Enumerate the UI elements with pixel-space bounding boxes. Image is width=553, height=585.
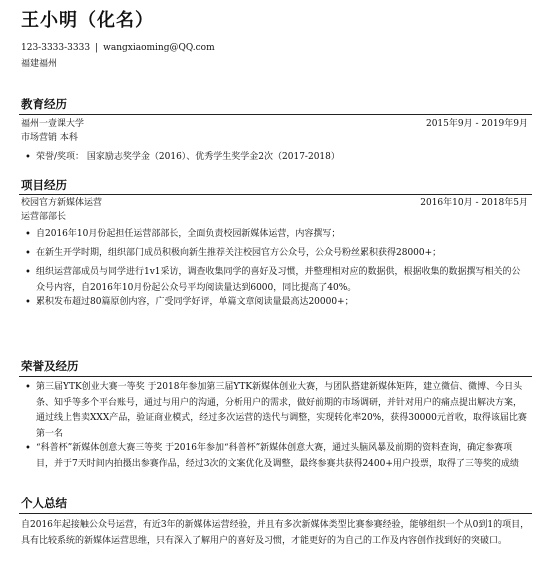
bullet-icon: • [25, 152, 31, 163]
education-section-title: 教育经历 [21, 97, 67, 111]
honors-section-title: 荣誉及经历 [21, 359, 79, 373]
summary-text: 自2016年起接触公众号运营，有近3年的新媒体运营经验，并且有多次新媒体类型比赛参赛经验，能够组织一个从0到1的项目，具有比较系统的新媒体运营思维，只有深入了解用户的喜好及习惯，才能更好的为自己的工作及内容创作找到好的突破口。 [21, 520, 530, 546]
project-bullet [21, 246, 528, 262]
phone-number: 123-3333-3333 [21, 43, 91, 53]
bullet-icon: • [25, 267, 31, 278]
contact-line [21, 43, 215, 54]
honors-item-text: “科普杯”新媒体创意大赛三等奖 于2016年参加“科普杯”新媒体创意大赛，通过头脑风暴及前期的资料查询，确定参赛项目，并于7天时间内拍摄出参赛作品，经过3次的文案优化及调整，最终参赛共获得2400+用户投票，取得了三等奖的成绩 [36, 443, 519, 469]
education-major: 市场营销 本科 [21, 133, 78, 143]
project-org: 校园官方新媒体运营 [21, 198, 103, 208]
projects-section-title: 项目经历 [21, 178, 67, 192]
bullet-icon: • [25, 229, 31, 240]
education-school-row [21, 119, 528, 130]
school-name: 福州一壹课大学 [21, 119, 85, 129]
education-honors-item [21, 150, 528, 166]
education-honors-text: 荣誉/奖项： 国家励志奖学金（2016）、优秀学生奖学金2次（2017-2018） [36, 152, 340, 162]
email-address: wangxiaoming@QQ.com [103, 43, 215, 53]
project-date: 2016年10月 - 2018年5月 [420, 198, 528, 208]
summary-section-title: 个人总结 [21, 496, 67, 510]
contact-separator: | [95, 43, 99, 53]
education-date: 2015年9月 - 2019年9月 [425, 119, 528, 129]
project-bullet-text: 累积发布超过80篇原创内容，广受同学好评，单篇文章阅读量最高达20000+； [36, 297, 354, 307]
honors-item [21, 380, 528, 442]
project-bullet [21, 265, 528, 296]
bullet-icon: • [25, 297, 31, 308]
honors-item-text: 第三届YTK创业大赛一等奖 于2018年参加第三届YTK新媒体创业大赛，与团队搭建新媒体矩阵，建立微信、微博、今日头条、知乎等多个平台账号，通过与用户的沟通，分析用户的需求，做好前期的市场调研，并针对用户的痛点提出解决方案，通过线上售卖XXX产品，验证商业模式，经过多次运营的迭代与调整，实现转化率20%，获得30000元首收，取得该届比赛第一名 [36, 382, 527, 439]
project-bullet-text: 组织运营部成员与同学进行1v1采访，调查收集同学的喜好及习惯，并整理相对应的数据供，根据收集的数据撰写相关的公众号内容，自2016年10月份起公众号平均阅读量达到6000，同比提高了40%。 [36, 267, 521, 293]
project-bullet-text: 在新生开学时期，组织部门成员积极向新生推荐关注校园官方公众号，公众号粉丝累积获得28000+； [36, 248, 442, 258]
summary-divider [19, 513, 532, 514]
project-bullet-text: 自2016年10月份起担任运营部部长，全面负责校园新媒体运营，内容撰写； [36, 229, 341, 239]
honors-divider [19, 376, 532, 377]
projects-divider [19, 194, 532, 195]
location: 福建福州 [21, 59, 58, 69]
project-role: 运营部部长 [21, 212, 67, 222]
bullet-icon: • [25, 248, 31, 259]
project-org-row [21, 198, 528, 209]
bullet-icon: • [25, 443, 31, 454]
honors-item [21, 441, 528, 472]
project-bullet [21, 295, 528, 311]
bullet-icon: • [25, 382, 31, 393]
resume-name: 王小明（化名） [21, 10, 154, 31]
education-divider [19, 114, 532, 115]
project-bullet [21, 227, 528, 243]
